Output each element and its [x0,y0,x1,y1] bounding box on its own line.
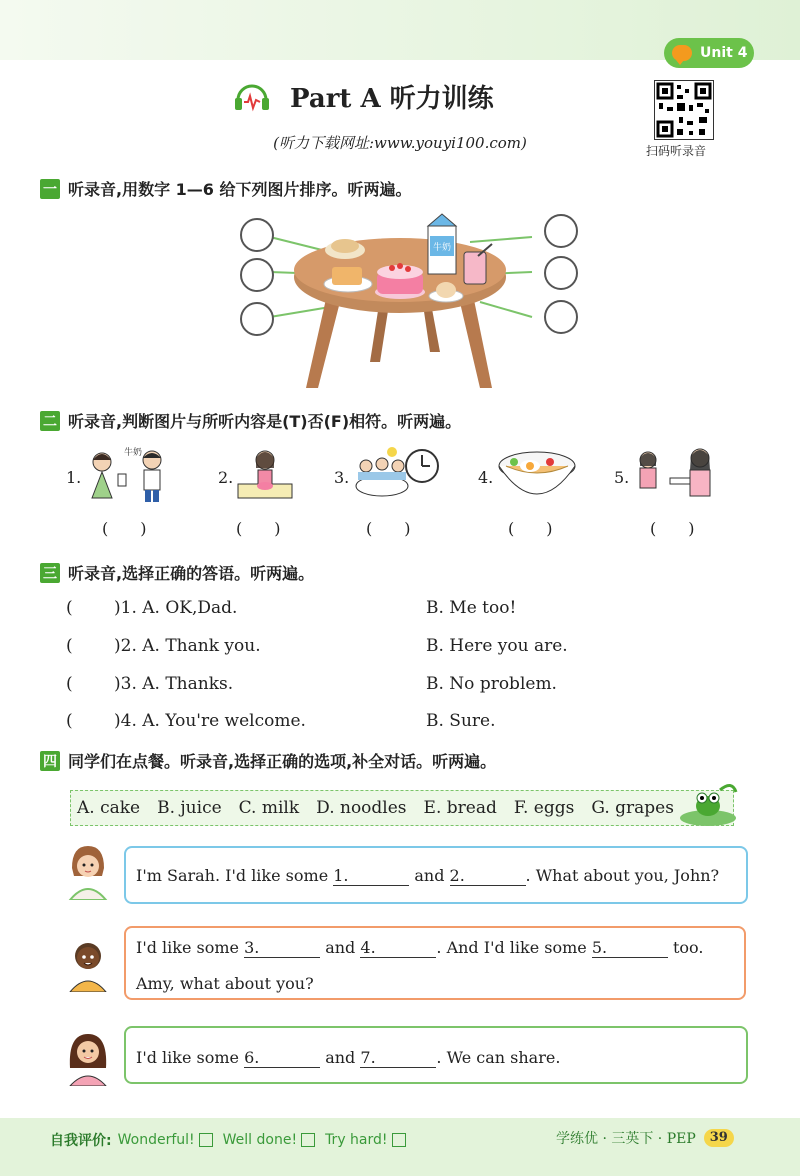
order-circle[interactable] [240,218,274,252]
answer-blank[interactable]: 3. [244,938,320,958]
option-b[interactable]: B. No problem. [426,674,557,694]
section-2-heading [40,409,461,432]
girls-bread-picture [632,444,722,506]
answer-paren[interactable]: ( [66,636,73,656]
avatar-john [66,936,110,992]
eval-option-label: Try hard! [325,1132,388,1148]
qr-icon [655,81,713,139]
qr-code[interactable] [654,80,714,140]
book-name: 学练优 · 三英下 · PEP [556,1131,696,1147]
unit-label: Unit 4 [700,45,748,61]
option-b[interactable]: B. Sure. [426,711,496,731]
eval-checkbox[interactable] [199,1133,213,1147]
answer-paren[interactable]: ( ) [236,519,281,538]
dialog-text: I'd like some [136,938,240,957]
order-circle[interactable] [544,214,578,248]
item-number: 3. [334,468,350,487]
answer-paren[interactable]: ( ) [366,519,411,538]
section-3-instruction: 听录音,选择正确的答语。听两遍。 [68,564,315,583]
kids-milk-picture [84,446,176,504]
noodle-bowl-picture [496,444,578,506]
answer-blank[interactable]: 4. [360,938,436,958]
section-4-heading [40,749,496,772]
question-row [66,636,766,660]
answer-blank[interactable]: 5. [592,938,668,958]
unit-tag [664,38,754,68]
section-2-badge: 二 [40,411,60,431]
option-a[interactable]: )1. A. OK,Dad. [114,598,238,618]
qr-caption: 扫码听录音 [646,144,707,158]
answer-blank[interactable]: 1. [333,866,409,886]
section-4-badge: 四 [40,751,60,771]
section-1-heading [40,177,412,200]
dialog-text: too. [672,938,704,957]
option-a[interactable]: )4. A. You're welcome. [114,711,306,731]
speech-bubble-icon [672,45,692,61]
answer-blank[interactable]: 2. [450,866,526,886]
answer-blank[interactable]: 6. [244,1048,320,1068]
page-number: 39 [704,1129,734,1147]
answer-paren[interactable]: ( ) [650,519,695,538]
section-1-badge: 一 [40,179,60,199]
dialog-bubble-john [124,926,746,1000]
family-dinner-picture [352,444,440,506]
order-circle[interactable] [240,258,274,292]
option-a[interactable]: )3. A. Thanks. [114,674,234,694]
option-b[interactable]: B. Here you are. [426,636,568,656]
word-option: D. noodles [316,798,407,818]
dialog-text: . And I'd like some [436,938,587,957]
eval-checkbox[interactable] [301,1133,315,1147]
answer-blank[interactable]: 7. [360,1048,436,1068]
self-evaluation-label: 自我评价: [50,1133,112,1149]
option-a[interactable]: )2. A. Thank you. [114,636,261,656]
eval-checkbox[interactable] [392,1133,406,1147]
dialog-text: and [325,938,356,957]
dialog-text: Amy, what about you? [136,974,314,993]
dialog-text: I'm Sarah. I'd like some [136,866,329,885]
avatar-amy [66,1030,110,1086]
order-circle[interactable] [240,302,274,336]
section-3-heading [40,561,314,584]
item-number: 5. [614,468,630,487]
item-number: 2. [218,468,234,487]
eval-option-label: Well done! [222,1132,298,1148]
page-title [232,76,494,116]
word-option: C. milk [238,798,300,818]
section-1-instruction: 听录音,用数字 1—6 给下列图片排序。听两遍。 [68,180,412,199]
question-row [66,674,766,698]
order-circle[interactable] [544,256,578,290]
word-option: G. grapes [591,798,674,818]
food-table-illustration [230,212,570,392]
word-bank [70,790,734,826]
dialog-text: and [414,866,445,885]
section-3-badge: 三 [40,563,60,583]
answer-paren[interactable]: ( [66,598,73,618]
option-b[interactable]: B. Me too! [426,598,517,618]
order-circle[interactable] [544,300,578,334]
item-number: 1. [66,468,82,487]
question-row [66,598,766,622]
word-option: A. cake [77,798,141,818]
avatar-sarah [66,844,110,900]
answer-paren[interactable]: ( ) [102,519,147,538]
question-row [66,711,766,735]
girl-cake-picture [236,446,294,504]
word-option: B. juice [157,798,222,818]
dialog-bubble-amy [124,1026,748,1084]
audio-url: (听力下载网址:www.youyi100.com) [273,134,527,152]
dialog-text: I'd like some [136,1048,240,1067]
word-option: F. eggs [513,798,575,818]
headphones-icon [232,80,272,112]
milk-label: 牛奶 [124,448,143,458]
section-4-instruction: 同学们在点餐。听录音,选择正确的选项,补全对话。听两遍。 [68,752,497,771]
frog-leaf-icon [676,780,740,830]
answer-paren[interactable]: ( [66,711,73,731]
word-option: E. bread [423,798,497,818]
dialog-text: . What about you, John? [525,866,720,885]
eval-option-label: Wonderful! [117,1132,195,1148]
book-footer [556,1128,734,1148]
item-number: 4. [478,468,494,487]
section-2-instruction: 听录音,判断图片与所听内容是(T)否(F)相符。听两遍。 [68,412,462,431]
dialog-text: and [325,1048,356,1067]
milk-carton-label: 牛奶 [432,243,452,253]
title-text: Part A 听力训练 [290,83,494,114]
answer-paren[interactable]: ( ) [508,519,553,538]
self-evaluation [50,1130,416,1150]
dialog-bubble-sarah [124,846,748,904]
answer-paren[interactable]: ( [66,674,73,694]
dialog-text: . We can share. [436,1048,561,1067]
